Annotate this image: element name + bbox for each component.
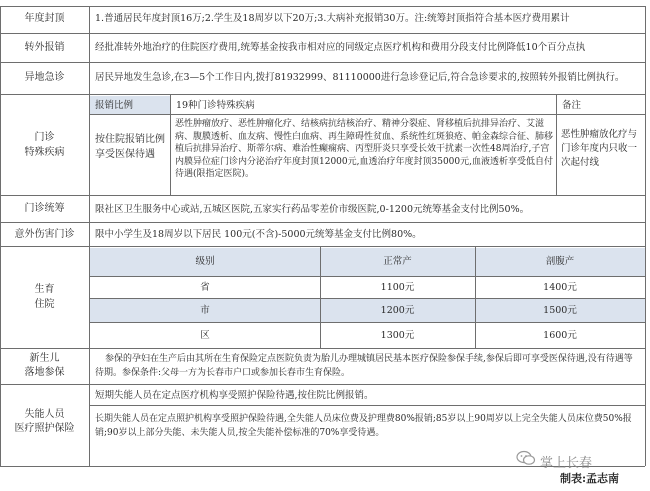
maternity-cesarean: 1500元 [543, 305, 577, 316]
transfer-text: 经批准转外地治疗的住院医疗费用,统筹基金按我市相对应的同级定点医疗机构和费用分段支付比例降低10个百分点执 [95, 42, 586, 53]
maternity-cesarean: 1400元 [543, 282, 577, 293]
maternity-header-normal: 正常产 [383, 256, 412, 267]
row-label-emergency: 异地急诊 [24, 72, 65, 83]
maternity-cesarean: 1600元 [543, 330, 577, 341]
maternity-normal: 1100元 [380, 282, 415, 293]
disabled-long-text: 长期失能人员在定点照护机构享受照护保险待遇,全失能人员床位费及护理费80%报销;85岁以上90周岁以上完全失能人员床位费50%报销;90岁以上部分失能、未失能人员,按全失能补偿标准的70%享受待遇。 [95, 414, 632, 438]
row-label-newborn-1: 新生儿 [29, 353, 60, 364]
note-text: 恶性肿瘤放化疗与门诊年度内只收一次起付线 [561, 129, 638, 168]
maternity-level: 省 [200, 282, 210, 293]
newborn-text: 参保的孕妇在生产后由其所在生育保险定点医院负责为胎儿办理城镇居民基本医疗保险参保手续,参保后即可享受医保待遇,没有待遇等待期。参保条件:父母一方为长春市户口或参加长春市生育保险。 [95, 354, 633, 378]
footer-credit: 制表:孟志南 [560, 472, 620, 485]
maternity-normal: 1300元 [380, 330, 415, 341]
row-label-maternity-1: 生育 [34, 284, 55, 295]
row-label-outpatient-special-2: 特殊疾病 [24, 147, 65, 158]
row-label-accident: 意外伤害门诊 [14, 229, 75, 240]
disabled-short-text: 短期失能人员在定点医疗机构享受照护保险待遇,按住院比例报销。 [95, 390, 374, 401]
maternity-level: 区 [200, 330, 210, 341]
maternity-level: 市 [200, 305, 210, 316]
annual-cap-text: 1.普通居民年度封顶16万;2.学生及18周岁以下20万;3.大病补充报销30万。注:统筹封顶指符合基本医疗费用累计 [95, 13, 570, 24]
watermark: 掌上长春 [540, 456, 593, 471]
emergency-text: 居民异地发生急诊,在3—5个工作日内,拨打81932999、81110000进行急诊登记后,符合急诊要求的,按照转外报销比例执行。 [95, 72, 625, 83]
maternity-header-level: 级别 [195, 256, 215, 267]
wechat-icon [516, 450, 536, 466]
outpatient-pool-text: 限社区卫生服务中心或站,五城区医院,五家实行药品零差价市级医院,0-1200元统筹基金支付比例50%。 [95, 204, 530, 215]
row-label-annual-cap: 年度封顶 [24, 13, 65, 24]
col-header-ratio: 报销比例 [95, 100, 134, 111]
row-label-newborn-2: 落地参保 [24, 367, 65, 378]
row-label-transfer: 转外报销 [24, 42, 65, 53]
row-label-outpatient-special-1: 门诊 [34, 132, 55, 143]
col-header-note: 备注 [562, 100, 582, 111]
maternity-normal: 1200元 [380, 305, 415, 316]
ratio-text: 按住院报销比例享受医保待遇 [95, 134, 165, 160]
row-label-disabled-1: 失能人员 [24, 409, 65, 420]
diseases-text: 恶性肿瘤放疗、恶性肿瘤化疗、结核病抗结核治疗、精神分裂症、肾移植后抗排异治疗、艾滋病、腹膜透析、血友病、慢性白血病、再生障碍性贫血、系统性红斑狼疮、帕金森综合征、肺移植后抗排异治疗、斯蒂尔病、难治性癫痫病、丙型肝炎只享受长效干扰素一次性48周治疗,子宫内膜异位症门诊内分泌治疗年度封顶12000元,血透治疗年度封顶35000元,血液透析享受低自付待遇(限指定医院)。 [175, 119, 554, 179]
row-label-disabled-2: 医疗照护保险 [14, 423, 75, 434]
row-label-outpatient-pool: 门诊统筹 [24, 203, 65, 214]
col-header-diseases: 19种门诊特殊疾病 [176, 100, 255, 111]
accident-text: 限中小学生及18周岁以下居民 100元(不含)-5000元统筹基金支付比例80%。 [95, 229, 422, 240]
maternity-header-cesarean: 剖腹产 [545, 256, 575, 267]
row-label-maternity-2: 住院 [34, 299, 55, 310]
